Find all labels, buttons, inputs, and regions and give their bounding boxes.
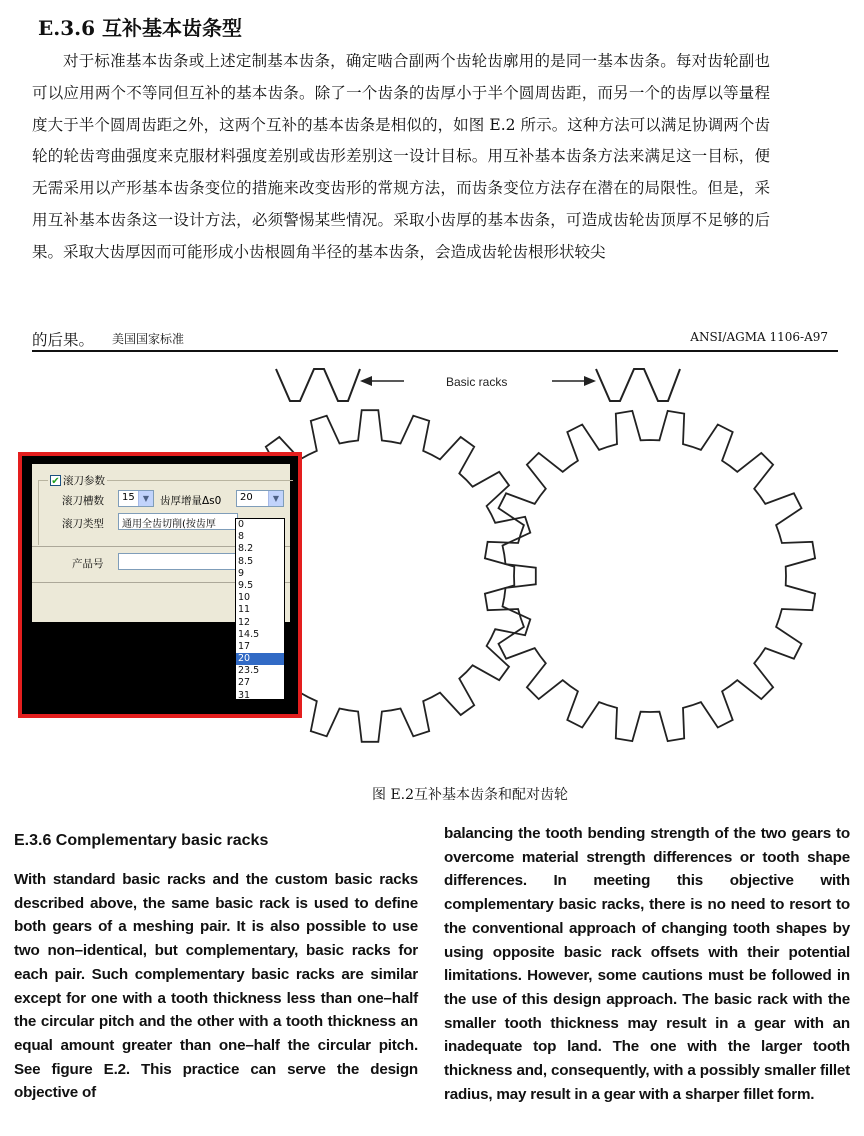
standard-code: ANSI/AGMA 1106-A97 bbox=[690, 330, 828, 344]
arrowhead-right bbox=[584, 376, 596, 386]
checkbox-icon[interactable]: ✔ bbox=[51, 476, 60, 487]
hob-type-select[interactable] bbox=[118, 513, 238, 530]
paragraph-en-left: With standard basic racks and the custom basic racks described above, the same basic rack is used to define both gears of a meshing pair. It is also possible to use two non–identical, but complementary, basic racks for each pair. Such complementary basic racks are similar except for one with a tooth thickness less than one–half the circular pitch and the other with a tooth thickness an equal amount greater than one–half the circular pitch. See figure E.2. This practice can serve the design objective of bbox=[14, 871, 418, 1102]
chevron-down-icon[interactable]: ▼ bbox=[138, 491, 153, 506]
dropdown-option[interactable]: 11 bbox=[238, 604, 251, 616]
dropdown-option[interactable]: 17 bbox=[238, 640, 251, 652]
dropdown-option[interactable]: 31 bbox=[238, 689, 251, 701]
paragraph-en-right: balancing the tooth bending strength of the two gears to overcome material strength differences or tooth shape differences. In meeting this objective with complementary basic racks, there is no need to resort to the conventional approach of changing tooth shapes by using opposite basic rack offsets with their potential limitations. However, some cautions must be followed in the use of this design approach. The basic rack with the smaller tooth thickness may result in a gear with an inadequate top land. The one with the larger tooth thickness and, consequently, with a possibly smaller fillet radius, may result in a gear with a sharper fillet form. bbox=[444, 825, 850, 1103]
thickness-value: 20 bbox=[240, 492, 253, 503]
dropdown-option[interactable]: 20 bbox=[236, 653, 284, 665]
dropdown-option[interactable]: 27 bbox=[238, 677, 251, 689]
section-heading-en: E.3.6 Complementary basic racks bbox=[14, 832, 269, 849]
slots-select[interactable] bbox=[118, 490, 154, 507]
thickness-select[interactable] bbox=[236, 490, 284, 507]
software-dialog-screenshot bbox=[18, 452, 302, 718]
dropdown-option[interactable]: 14.5 bbox=[238, 628, 260, 640]
gear-right bbox=[485, 411, 815, 741]
standard-name-cn: 美国国家标准 bbox=[112, 332, 185, 346]
hob-type-label: 滚刀类型 bbox=[62, 518, 104, 530]
slots-label: 滚刀槽数 bbox=[62, 495, 104, 507]
basic-rack-left bbox=[276, 369, 360, 401]
thickness-label: 齿厚增量Δs0 bbox=[160, 495, 222, 507]
dropdown-option[interactable]: 10 bbox=[238, 592, 251, 604]
paragraph-cn-tail: 的后果。 bbox=[32, 331, 95, 349]
basic-rack-right bbox=[596, 369, 680, 401]
paragraph-cn: 对于标准基本齿条或上述定制基本齿条，确定啮合副两个齿轮齿廓用的是同一基本齿条。每对齿轮副也可以应用两个不等同但互补的基本齿条。除了一个齿条的齿厚小于半个圆周齿距，而另一个的齿厚以等量程度大于半个圆周齿距之外，这两个互补的基本齿条是相似的，如图 E.2 所示。这种方法可以满足协调两个齿轮的轮齿弯曲强度来克服材料强度差别或齿形差别这一设计目标。用互补基本齿条方法来满足这一目标，便无需采用以产形基本齿条变位的措施来改变齿形的常规方法，而齿条变位方法存在潜在的局限性。但是，采用互补基本齿条这一设计方法，必须警惕某些情况。采取小齿厚的基本齿条，可造成齿轮齿顶厚不足够的后果。采取大齿厚因而可能形成小齿根圆角半径的基本齿条，会造成齿轮齿根形状较尖 bbox=[32, 52, 770, 261]
dropdown-option[interactable]: 8 bbox=[238, 531, 245, 543]
hob-params-label: 滚刀参数 bbox=[63, 475, 105, 487]
chevron-down-icon[interactable]: ▼ bbox=[268, 491, 283, 506]
slots-value: 15 bbox=[122, 492, 135, 503]
section-heading-cn: E.3.6 互补基本齿条型 bbox=[38, 16, 242, 40]
page-footer-rule bbox=[32, 328, 838, 352]
arrowhead-left bbox=[360, 376, 372, 386]
hob-type-value: 通用全齿切削(按齿厚 bbox=[122, 519, 216, 530]
dropdown-option[interactable]: 9.5 bbox=[238, 579, 254, 591]
figure-caption: 图 E.2互补基本齿条和配对齿轮 bbox=[372, 787, 569, 803]
dropdown-option[interactable]: 12 bbox=[238, 616, 251, 628]
dropdown-option[interactable]: 23.5 bbox=[238, 665, 260, 677]
product-label: 产品号 bbox=[72, 558, 104, 570]
dropdown-option[interactable]: 0 bbox=[238, 519, 245, 530]
dropdown-option[interactable]: 8.5 bbox=[238, 555, 254, 567]
basic-racks-label: Basic racks bbox=[446, 375, 508, 389]
product-input[interactable] bbox=[118, 553, 240, 570]
dropdown-option[interactable]: 9 bbox=[238, 567, 245, 579]
dropdown-option[interactable]: 8.2 bbox=[238, 543, 254, 555]
thickness-dropdown-list[interactable] bbox=[235, 518, 285, 700]
hob-params-toggle[interactable] bbox=[48, 473, 107, 488]
